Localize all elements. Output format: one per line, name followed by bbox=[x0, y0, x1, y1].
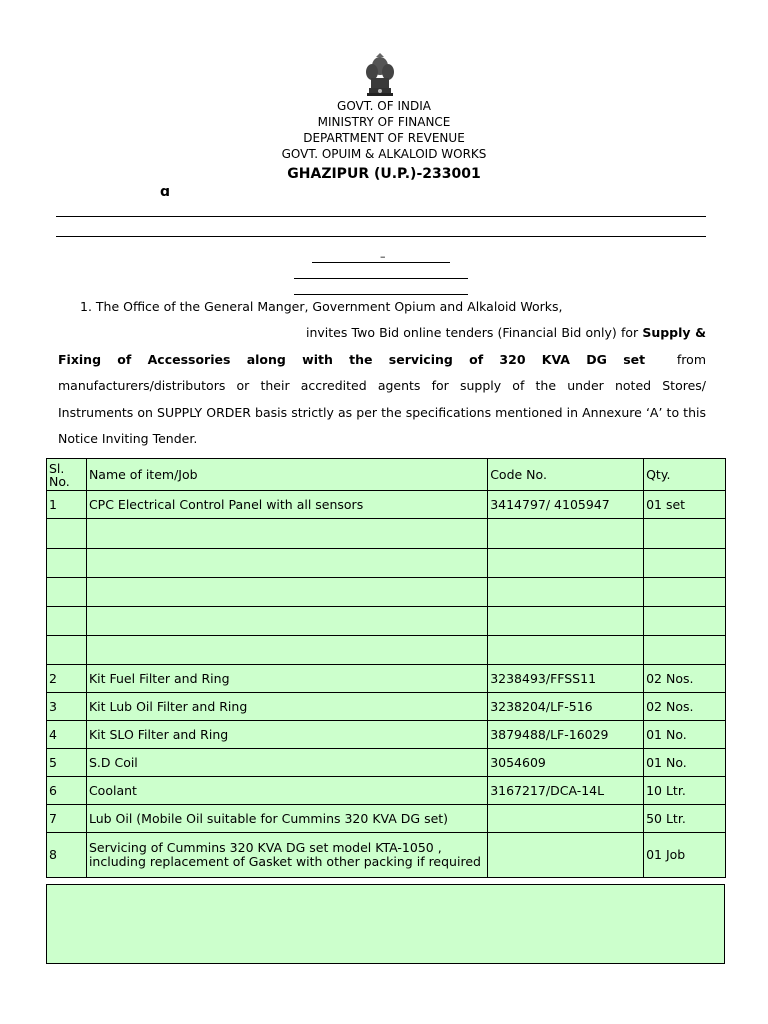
cell-sl: 8 bbox=[47, 833, 87, 878]
table-row bbox=[47, 805, 726, 833]
header-city: GHAZIPUR (U.P.)-233001 bbox=[287, 166, 481, 182]
table-footer-blank bbox=[46, 884, 725, 964]
cell-sl: 1 bbox=[47, 491, 87, 519]
cell-name: Kit SLO Filter and Ring bbox=[86, 721, 487, 749]
table-row-empty bbox=[47, 578, 726, 607]
table-row bbox=[47, 693, 726, 721]
table-row bbox=[47, 833, 726, 878]
header-code: Code No. bbox=[488, 459, 644, 491]
cell-name: Kit Fuel Filter and Ring bbox=[86, 665, 487, 693]
cell-code: 3238204/LF-516 bbox=[488, 693, 644, 721]
cell-sl: 7 bbox=[47, 805, 87, 833]
cell-name: Coolant bbox=[86, 777, 487, 805]
table-row bbox=[47, 665, 726, 693]
cell-qty: 01 No. bbox=[644, 721, 726, 749]
table-row-empty bbox=[47, 636, 726, 665]
table-header-row bbox=[47, 459, 726, 491]
table-row-empty bbox=[47, 607, 726, 636]
cell-qty: 01 set bbox=[644, 491, 726, 519]
notice-para-1: 1. The Office of the General Manger, Government Opium and Alkaloid Works, bbox=[80, 299, 563, 314]
table-row bbox=[47, 749, 726, 777]
header-ministry: MINISTRY OF FINANCE bbox=[317, 115, 451, 129]
header-office: GOVT. OPUIM & ALKALOID WORKS bbox=[281, 147, 487, 161]
table-row bbox=[47, 777, 726, 805]
notice-para-2-start: invites Two Bid online tenders (Financial Bid only) for bbox=[306, 325, 639, 340]
cell-sl: 5 bbox=[47, 749, 87, 777]
cell-code: 3414797/ 4105947 bbox=[488, 491, 644, 519]
divider-line bbox=[56, 236, 706, 237]
cell-sl: 6 bbox=[47, 777, 87, 805]
cell-code bbox=[488, 805, 644, 833]
header-department: DEPARTMENT OF REVENUE bbox=[303, 131, 465, 145]
cell-qty: 10 Ltr. bbox=[644, 777, 726, 805]
cell-sl: 4 bbox=[47, 721, 87, 749]
cell-qty: 01 No. bbox=[644, 749, 726, 777]
stray-glyph: ɑ bbox=[160, 184, 171, 200]
cell-qty: 01 Job bbox=[644, 833, 726, 878]
cell-name: CPC Electrical Control Panel with all sensors bbox=[86, 491, 487, 519]
header-qty: Qty. bbox=[644, 459, 726, 491]
cell-name: S.D Coil bbox=[86, 749, 487, 777]
cell-code: 3879488/LF-16029 bbox=[488, 721, 644, 749]
cell-name: Kit Lub Oil Filter and Ring bbox=[86, 693, 487, 721]
table-row bbox=[47, 721, 726, 749]
cell-qty: 02 Nos. bbox=[644, 693, 726, 721]
underline-blank bbox=[312, 262, 450, 263]
dash-mark: – bbox=[380, 250, 386, 263]
cell-name: Servicing of Cummins 320 KVA DG set model KTA-1050 , including replacement of Gasket with other packing if required bbox=[86, 833, 487, 878]
cell-code: 3167217/DCA-14L bbox=[488, 777, 644, 805]
table-row bbox=[47, 491, 726, 519]
cell-sl: 2 bbox=[47, 665, 87, 693]
notice-para-2 bbox=[58, 320, 706, 453]
cell-name: Lub Oil (Mobile Oil suitable for Cummins 320 KVA DG set) bbox=[86, 805, 487, 833]
header-sl: Sl. No. bbox=[47, 459, 87, 491]
header-country: GOVT. OF INDIA bbox=[337, 99, 431, 113]
header-name: Name of item/Job bbox=[86, 459, 487, 491]
state-emblem-logo bbox=[362, 52, 398, 98]
table-row-empty bbox=[47, 519, 726, 549]
items-table bbox=[46, 458, 726, 878]
cell-qty: 02 Nos. bbox=[644, 665, 726, 693]
table-row-empty bbox=[47, 549, 726, 578]
cell-code: 3054609 bbox=[488, 749, 644, 777]
underline-blank bbox=[294, 278, 468, 279]
cell-qty: 50 Ltr. bbox=[644, 805, 726, 833]
cell-code: 3238493/FFSS11 bbox=[488, 665, 644, 693]
cell-sl: 3 bbox=[47, 693, 87, 721]
divider-line bbox=[56, 216, 706, 217]
notice-para-2-bold: Supply & Fixing of Accessories along with the servicing of 320 KVA DG set bbox=[58, 325, 706, 367]
notice-para-2-end: from manufacturers/distributors or their accredited agents for supply of the under noted Stores/ Instruments on SUPPLY ORDER basis strictly as per the specifications mentioned in Annexure ‘A’ to this Notice Inviting Tender. bbox=[58, 351, 706, 446]
cell-code bbox=[488, 833, 644, 878]
